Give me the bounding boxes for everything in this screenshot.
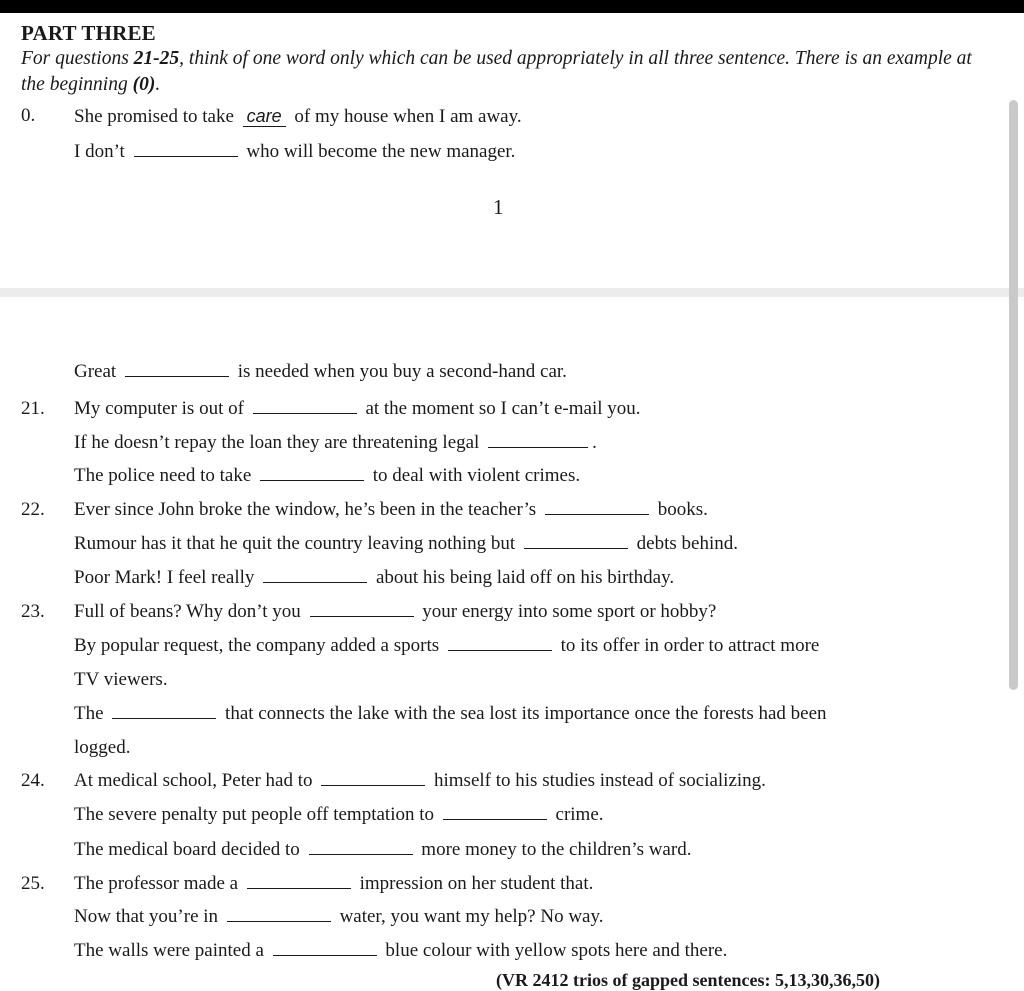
q23-line-2-cont: TV viewers. — [74, 669, 168, 690]
footer-note: (VR 2412 trios of gapped sentences: 5,13,30,36,50) — [496, 970, 880, 990]
text: Rumour has it that he quit the country leaving nothing but — [74, 533, 520, 554]
gap-blank — [247, 872, 351, 889]
text: The — [74, 703, 109, 724]
text: crime. — [550, 804, 604, 825]
text: debts behind. — [631, 533, 738, 554]
gap-blank — [253, 397, 357, 414]
q22-line-3 — [74, 566, 674, 590]
q24-line-1 — [74, 769, 766, 793]
text: At medical school, Peter had to — [74, 770, 318, 791]
text: books. — [652, 499, 708, 520]
gap-blank — [545, 498, 649, 515]
text: My computer is out of — [74, 398, 249, 419]
instructions-example-ref: (0) — [132, 74, 156, 95]
page-2 — [0, 297, 1024, 990]
instructions — [21, 46, 996, 98]
q24-line-3 — [74, 838, 691, 862]
gap-blank — [448, 634, 552, 651]
text: water, you want my help? No way. — [334, 906, 604, 927]
q22-line-1 — [74, 498, 708, 522]
gap-blank — [227, 905, 331, 922]
text: to deal with violent crimes. — [368, 465, 581, 486]
gap-blank — [443, 803, 547, 820]
gap-blank — [273, 939, 377, 956]
gap-blank — [112, 702, 216, 719]
question-number: 24. — [21, 770, 45, 791]
text: blue colour with yellow spots here and there. — [380, 940, 728, 961]
text: Full of beans? Why don’t you — [74, 601, 306, 622]
instructions-end: . — [155, 74, 161, 95]
q25-line-3 — [74, 939, 727, 963]
question-number: 25. — [21, 873, 45, 894]
q23-line-1 — [74, 600, 716, 624]
question-number: 21. — [21, 398, 45, 419]
example-line-1 — [74, 104, 522, 129]
question-number: 23. — [21, 601, 45, 622]
gap-blank — [309, 838, 413, 855]
text: If he doesn’t repay the loan they are threatening legal — [74, 432, 485, 453]
part-title: PART THREE — [21, 21, 156, 45]
text: to its offer in order to attract more — [555, 635, 820, 656]
example-line-2 — [74, 140, 515, 164]
page-number: 1 — [493, 195, 504, 219]
q23-line-3-cont: logged. — [74, 737, 131, 758]
text: The severe penalty put people off temptation to — [74, 804, 439, 825]
gap-blank — [488, 431, 588, 448]
text: Poor Mark! I feel really — [74, 567, 260, 588]
gap-blank — [134, 140, 238, 157]
gap-blank — [125, 360, 229, 377]
text: at the moment so I can’t e-mail you. — [360, 398, 641, 419]
text: impression on her student that. — [354, 873, 594, 894]
example-number: 0. — [21, 105, 36, 126]
gap-blank — [263, 566, 367, 583]
q21-line-3 — [74, 464, 580, 488]
text: is needed when you buy a second-hand car. — [232, 361, 567, 382]
gap-blank — [321, 769, 425, 786]
scrollbar-thumb[interactable] — [1009, 100, 1018, 690]
text: of my house when I am away. — [289, 106, 522, 127]
q21-line-2 — [74, 431, 597, 455]
q25-line-2 — [74, 905, 604, 929]
text: Ever since John broke the window, he’s been in the teacher’s — [74, 499, 541, 520]
q25-line-1 — [74, 872, 593, 896]
text: about his being laid off on his birthday. — [371, 567, 675, 588]
text: The walls were painted a — [74, 940, 269, 961]
text: By popular request, the company added a sports — [74, 635, 444, 656]
page-separator — [0, 288, 1024, 297]
top-black-bar — [0, 0, 1024, 13]
text: more money to the children’s ward. — [416, 839, 692, 860]
example-line-3 — [74, 360, 567, 384]
text: The professor made a — [74, 873, 243, 894]
text: The police need to take — [74, 465, 257, 486]
page-1 — [0, 13, 1024, 288]
question-number: 22. — [21, 499, 45, 520]
q22-line-2 — [74, 532, 738, 556]
text: I don’t — [74, 141, 130, 162]
text: himself to his studies instead of socializing. — [429, 770, 766, 791]
text: Great — [74, 361, 121, 382]
text: your energy into some sport or hobby? — [417, 601, 717, 622]
text: that connects the lake with the sea lost its importance once the forests had been — [220, 703, 827, 724]
q23-line-3 — [74, 702, 827, 726]
q21-line-1 — [74, 397, 641, 421]
text: Now that you’re in — [74, 906, 223, 927]
gap-blank — [310, 600, 414, 617]
gap-blank — [260, 464, 364, 481]
instructions-text: For questions — [21, 48, 134, 69]
q23-line-2 — [74, 634, 819, 658]
text: who will become the new manager. — [241, 141, 516, 162]
example-answer: care — [243, 106, 286, 127]
instructions-range: 21-25 — [133, 48, 180, 69]
gap-blank — [524, 532, 628, 549]
text: She promised to take — [74, 106, 239, 127]
q24-line-2 — [74, 803, 604, 827]
instructions-text-2: , think of one word only which can be used appropriately in all three sentence. There is an example at the beginning — [21, 48, 972, 95]
text: . — [592, 432, 597, 453]
text: The medical board decided to — [74, 839, 305, 860]
